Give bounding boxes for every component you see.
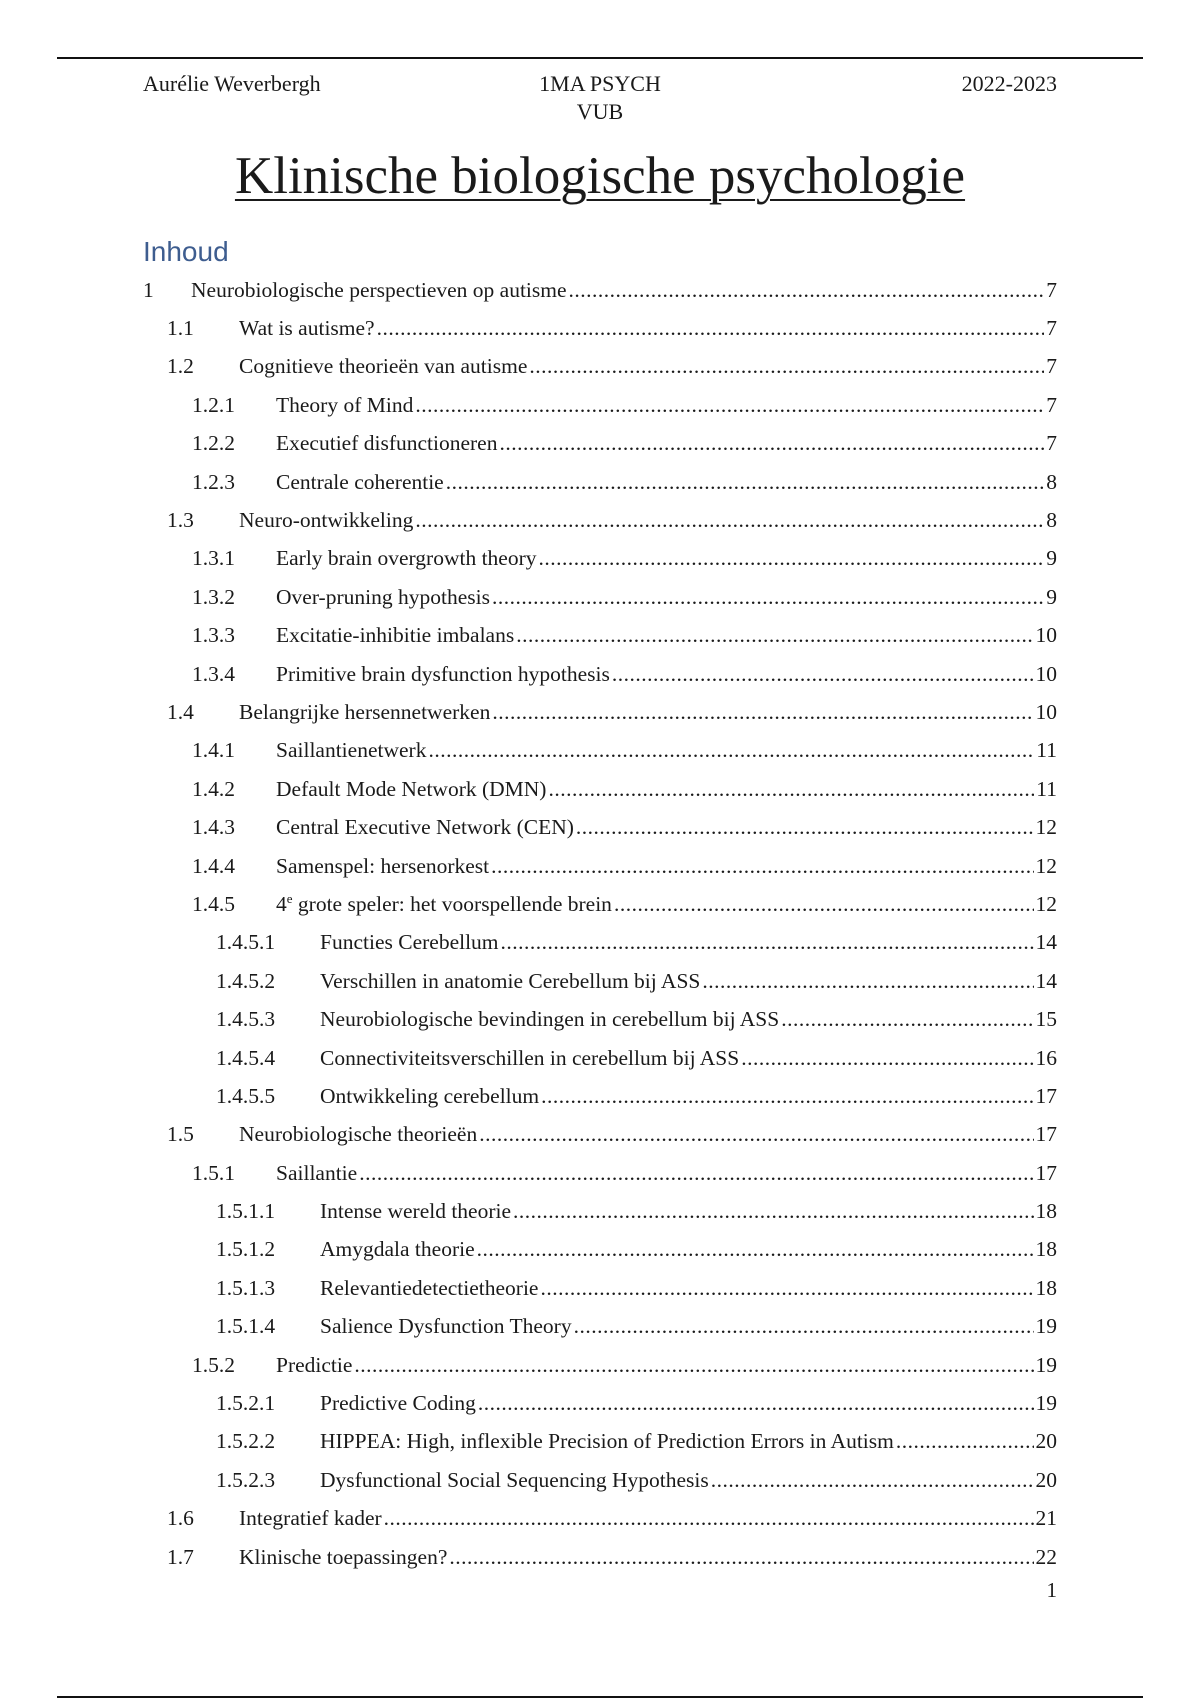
toc-entry[interactable] bbox=[0, 808, 1200, 846]
toc-entry[interactable] bbox=[0, 540, 1200, 578]
toc-entry-title: Predictie bbox=[276, 1352, 353, 1377]
toc-entry-number: 1.4.3 bbox=[192, 815, 235, 840]
toc-entry[interactable] bbox=[0, 655, 1200, 693]
toc-entry-page: 22 bbox=[1035, 1544, 1057, 1569]
toc-entry-body bbox=[276, 777, 1057, 802]
header-course bbox=[143, 70, 1057, 126]
toc-entry-number: 1.4.5.5 bbox=[216, 1083, 276, 1108]
toc-entry-title: Default Mode Network (DMN) bbox=[276, 776, 547, 801]
toc-entry-number: 1.5.2.1 bbox=[216, 1391, 276, 1416]
toc-entry-title: Primitive brain dysfunction hypothesis bbox=[276, 661, 610, 686]
toc-entry-title: Predictive Coding bbox=[320, 1391, 476, 1416]
toc-entry-page: 21 bbox=[1035, 1506, 1057, 1531]
toc-dot-leader bbox=[492, 700, 1033, 725]
header-author: Aurélie Weverbergh bbox=[143, 71, 321, 96]
toc-entry[interactable] bbox=[0, 1538, 1200, 1576]
toc-entry-title: Salience Dysfunction Theory bbox=[320, 1314, 572, 1339]
toc-entry-page: 10 bbox=[1035, 699, 1057, 724]
toc-dot-leader bbox=[576, 815, 1034, 840]
toc-entry-body bbox=[276, 662, 1057, 687]
toc-entry-body bbox=[276, 815, 1057, 840]
toc-entry-title: Amygdala theorie bbox=[320, 1237, 475, 1262]
toc-entry-body bbox=[239, 508, 1057, 533]
toc-entry[interactable] bbox=[0, 732, 1200, 770]
toc-entry-title: Neuro-ontwikkeling bbox=[239, 508, 414, 533]
toc-dot-leader bbox=[612, 662, 1034, 687]
toc-entry-number: 1.2.2 bbox=[192, 431, 235, 456]
toc-entry-number: 1.4.5.4 bbox=[216, 1045, 276, 1070]
toc-entry[interactable] bbox=[0, 1269, 1200, 1307]
toc-entry-page: 18 bbox=[1035, 1275, 1057, 1300]
toc-entry-title: Belangrijke hersennetwerken bbox=[239, 699, 491, 724]
toc-entry-title: Early brain overgrowth theory bbox=[276, 546, 537, 571]
toc-entry-number: 1.3.1 bbox=[192, 546, 235, 571]
toc-dot-leader bbox=[501, 930, 1034, 955]
toc-entry[interactable] bbox=[0, 348, 1200, 386]
toc-entry-title: Neurobiologische theorieën bbox=[239, 1122, 478, 1147]
toc-dot-leader bbox=[449, 1545, 1033, 1570]
toc-entry-page: 17 bbox=[1035, 1122, 1057, 1147]
toc-entry-number: 1.6 bbox=[167, 1506, 194, 1531]
toc-dot-leader bbox=[354, 1353, 1033, 1378]
toc-entry-page: 10 bbox=[1035, 661, 1057, 686]
toc-dot-leader bbox=[516, 623, 1033, 648]
toc-entry-title: Central Executive Network (CEN) bbox=[276, 815, 574, 840]
toc-entry-body bbox=[320, 1276, 1057, 1301]
toc-entry-body bbox=[320, 1391, 1057, 1416]
toc-entry[interactable] bbox=[0, 271, 1200, 309]
toc-entry[interactable] bbox=[0, 1231, 1200, 1269]
toc-entry-number: 1.5.2 bbox=[192, 1352, 235, 1377]
toc-entry-page: 20 bbox=[1035, 1467, 1057, 1492]
toc-entry-page: 12 bbox=[1035, 815, 1057, 840]
toc-entry-body bbox=[320, 1468, 1057, 1493]
toc-dot-leader bbox=[540, 1276, 1033, 1301]
toc-entry-number: 1.5.1.4 bbox=[216, 1314, 276, 1339]
toc-entry-title: Saillantienetwerk bbox=[276, 738, 427, 763]
toc-dot-leader bbox=[384, 1506, 1034, 1531]
toc-entry-body bbox=[276, 738, 1057, 763]
toc-entry[interactable] bbox=[0, 1192, 1200, 1230]
toc-entry[interactable] bbox=[0, 770, 1200, 808]
toc-entry-page: 7 bbox=[1046, 354, 1057, 379]
toc-entry[interactable] bbox=[0, 1423, 1200, 1461]
toc-entry-title: Over-pruning hypothesis bbox=[276, 584, 490, 609]
toc-entry-body bbox=[276, 892, 1057, 917]
toc-dot-leader bbox=[499, 431, 1044, 456]
toc-entry-body bbox=[320, 930, 1057, 955]
toc-entry-body bbox=[320, 1084, 1057, 1109]
toc-entry-number: 1.3 bbox=[167, 508, 194, 533]
toc-dot-leader bbox=[415, 393, 1044, 418]
toc-entry-number: 1.5 bbox=[167, 1122, 194, 1147]
toc-entry-page: 7 bbox=[1046, 277, 1057, 302]
toc-entry-title: Wat is autisme? bbox=[239, 316, 375, 341]
toc-dot-leader bbox=[548, 777, 1034, 802]
toc-entry[interactable] bbox=[0, 309, 1200, 347]
toc-entry-body bbox=[276, 854, 1057, 879]
toc-entry[interactable] bbox=[0, 386, 1200, 424]
toc-entry[interactable] bbox=[0, 962, 1200, 1000]
toc-entry-number: 1.2 bbox=[167, 354, 194, 379]
toc-entry-body bbox=[276, 546, 1057, 571]
toc-entry[interactable] bbox=[0, 1116, 1200, 1154]
toc-entry-page: 17 bbox=[1035, 1160, 1057, 1185]
toc-entry-number: 1.3.3 bbox=[192, 623, 235, 648]
toc-entry-title: Neurobiologische perspectieven op autisme bbox=[191, 277, 567, 302]
toc-dot-leader bbox=[513, 1199, 1033, 1224]
toc-entry-page: 17 bbox=[1035, 1083, 1057, 1108]
toc-entry[interactable] bbox=[0, 1384, 1200, 1422]
toc-entry-number: 1.5.1 bbox=[192, 1160, 235, 1185]
header-rule bbox=[57, 57, 1143, 59]
toc-entry-number: 1.4.1 bbox=[192, 738, 235, 763]
toc-entry-page: 19 bbox=[1035, 1352, 1057, 1377]
toc-entry-body bbox=[276, 1353, 1057, 1378]
toc-entry-body bbox=[276, 585, 1057, 610]
toc-dot-leader bbox=[359, 1161, 1033, 1186]
toc-entry-body bbox=[239, 354, 1057, 379]
toc-entry-title: Dysfunctional Social Sequencing Hypothesis bbox=[320, 1467, 709, 1492]
page-header bbox=[143, 70, 1057, 126]
toc-entry[interactable] bbox=[0, 1461, 1200, 1499]
page-number: 1 bbox=[1046, 1578, 1057, 1602]
toc-entry-title: HIPPEA: High, inflexible Precision of Prediction Errors in Autism bbox=[320, 1429, 894, 1454]
toc-entry-body bbox=[320, 969, 1057, 994]
toc-dot-leader bbox=[478, 1391, 1034, 1416]
toc-entry-title: Integratief kader bbox=[239, 1506, 382, 1531]
toc-entry-title: Neurobiologische bevindingen in cerebellum bij ASS bbox=[320, 1007, 780, 1032]
toc-entry-title: Relevantiedetectietheorie bbox=[320, 1275, 539, 1300]
toc-dot-leader bbox=[614, 892, 1034, 917]
toc-dot-leader bbox=[741, 1046, 1033, 1071]
toc-entry[interactable] bbox=[0, 924, 1200, 962]
toc-entry-body bbox=[239, 316, 1057, 341]
toc-dot-leader bbox=[479, 1122, 1033, 1147]
toc-entry[interactable] bbox=[0, 1000, 1200, 1038]
toc-entry[interactable] bbox=[0, 847, 1200, 885]
toc-entry-title: Verschillen in anatomie Cerebellum bij ASS bbox=[320, 968, 701, 993]
toc-entry-page: 11 bbox=[1036, 776, 1057, 801]
header-course-line2: VUB bbox=[576, 99, 624, 124]
toc-dot-leader bbox=[574, 1314, 1034, 1339]
toc-dot-leader bbox=[896, 1429, 1034, 1454]
toc-entry[interactable] bbox=[0, 501, 1200, 539]
toc-dot-leader bbox=[539, 546, 1045, 571]
toc-entry-page: 12 bbox=[1035, 891, 1057, 916]
document-title bbox=[0, 143, 1200, 209]
toc-entry-title: Ontwikkeling cerebellum bbox=[320, 1083, 540, 1108]
toc-entry-body bbox=[320, 1314, 1057, 1339]
toc-dot-leader bbox=[492, 585, 1044, 610]
toc-entry[interactable] bbox=[0, 885, 1200, 923]
toc-entry-body bbox=[320, 1046, 1057, 1071]
toc-entry-title: Executief disfunctioneren bbox=[276, 431, 498, 456]
toc-entry-title: Theory of Mind bbox=[276, 392, 414, 417]
toc-entry-title: Intense wereld theorie bbox=[320, 1199, 512, 1224]
toc-entry[interactable] bbox=[0, 617, 1200, 655]
toc-entry-number: 1.7 bbox=[167, 1544, 194, 1569]
toc-entry-title-superscript: e bbox=[286, 890, 293, 906]
toc-dot-leader bbox=[377, 316, 1045, 341]
toc-entry-page: 8 bbox=[1046, 469, 1057, 494]
toc-entry-title bbox=[276, 892, 612, 917]
toc-entry-number: 1.5.1.2 bbox=[216, 1237, 276, 1262]
header-year: 2022-2023 bbox=[961, 71, 1057, 96]
document-title-text: Klinische biologische psychologie bbox=[234, 147, 966, 205]
toc-dot-leader bbox=[702, 969, 1033, 994]
toc-entry-number: 1.3.2 bbox=[192, 584, 235, 609]
toc-entry-page: 7 bbox=[1046, 392, 1057, 417]
toc-entry-page: 16 bbox=[1035, 1045, 1057, 1070]
toc-entry-number: 1.4.5.2 bbox=[216, 968, 276, 993]
toc-entry-body bbox=[320, 1199, 1057, 1224]
toc-dot-leader bbox=[428, 738, 1034, 763]
toc-entry[interactable] bbox=[0, 1077, 1200, 1115]
toc-dot-leader bbox=[477, 1237, 1034, 1262]
toc-dot-leader bbox=[541, 1084, 1033, 1109]
toc-entry-page: 18 bbox=[1035, 1199, 1057, 1224]
toc-entry-body bbox=[239, 1506, 1057, 1531]
toc-entry-body bbox=[320, 1237, 1057, 1262]
toc-dot-leader bbox=[415, 508, 1044, 533]
toc-entry-title-prefix: 4 bbox=[276, 891, 287, 916]
toc-entry-body bbox=[276, 1161, 1057, 1186]
toc-entry-number: 1.4.5.1 bbox=[216, 930, 276, 955]
toc-entry[interactable] bbox=[0, 1154, 1200, 1192]
toc-entry-body bbox=[239, 1122, 1057, 1147]
toc-entry[interactable] bbox=[0, 463, 1200, 501]
toc-entry-number: 1.2.3 bbox=[192, 469, 235, 494]
toc-entry[interactable] bbox=[0, 693, 1200, 731]
toc-dot-leader bbox=[529, 354, 1044, 379]
toc-entry-body bbox=[276, 623, 1057, 648]
toc-entry[interactable] bbox=[0, 1500, 1200, 1538]
toc-entry-number: 1 bbox=[143, 277, 154, 302]
toc-entry-title: Centrale coherentie bbox=[276, 469, 444, 494]
toc-entry-page: 7 bbox=[1046, 316, 1057, 341]
toc-entry-page: 7 bbox=[1046, 431, 1057, 456]
toc-entry-title: Klinische toepassingen? bbox=[239, 1544, 448, 1569]
toc-entry-body bbox=[191, 278, 1057, 303]
toc-entry-number: 1.5.1.1 bbox=[216, 1199, 276, 1224]
toc-entry-page: 14 bbox=[1035, 968, 1057, 993]
toc-entry-page: 20 bbox=[1035, 1429, 1057, 1454]
toc-entry-body bbox=[320, 1429, 1057, 1454]
toc-heading: Inhoud bbox=[143, 236, 229, 267]
toc-entry-body bbox=[239, 1545, 1057, 1570]
toc-entry-number: 1.1 bbox=[167, 316, 194, 341]
toc-entry-title-rest: grote speler: het voorspellende brein bbox=[292, 891, 612, 916]
toc-entry[interactable] bbox=[0, 425, 1200, 463]
footer-rule bbox=[57, 1696, 1143, 1698]
toc-dot-leader bbox=[781, 1007, 1033, 1032]
toc-entry-number: 1.4.5 bbox=[192, 891, 235, 916]
toc-entry-number: 1.4.4 bbox=[192, 853, 235, 878]
toc-entry-number: 1.5.2.2 bbox=[216, 1429, 276, 1454]
toc-dot-leader bbox=[711, 1468, 1034, 1493]
toc-entry-page: 9 bbox=[1046, 584, 1057, 609]
toc-entry-title: Functies Cerebellum bbox=[320, 930, 499, 955]
toc-entry-body bbox=[276, 431, 1057, 456]
toc-entry-body bbox=[276, 470, 1057, 495]
toc-entry-number: 1.5.2.3 bbox=[216, 1467, 276, 1492]
toc-entry-title: Saillantie bbox=[276, 1160, 358, 1185]
toc-entry-number: 1.2.1 bbox=[192, 392, 235, 417]
toc-entry[interactable] bbox=[0, 1308, 1200, 1346]
toc-entry-title: Excitatie-inhibitie imbalans bbox=[276, 623, 515, 648]
toc-entry-number: 1.4.5.3 bbox=[216, 1007, 276, 1032]
toc-entry-number: 1.4 bbox=[167, 699, 194, 724]
toc-dot-leader bbox=[491, 854, 1033, 879]
toc-entry[interactable] bbox=[0, 1346, 1200, 1384]
toc-entry-number: 1.3.4 bbox=[192, 661, 235, 686]
toc-entry-page: 8 bbox=[1046, 508, 1057, 533]
toc-entry-number: 1.4.2 bbox=[192, 776, 235, 801]
toc-entry-page: 18 bbox=[1035, 1237, 1057, 1262]
toc-entry-page: 11 bbox=[1036, 738, 1057, 763]
table-of-contents bbox=[0, 271, 1200, 1576]
toc-entry-number: 1.5.1.3 bbox=[216, 1275, 276, 1300]
toc-entry-body bbox=[320, 1007, 1057, 1032]
toc-entry-page: 12 bbox=[1035, 853, 1057, 878]
toc-entry-body bbox=[239, 700, 1057, 725]
toc-entry[interactable] bbox=[0, 1039, 1200, 1077]
toc-entry-page: 19 bbox=[1035, 1391, 1057, 1416]
toc-entry-page: 15 bbox=[1035, 1007, 1057, 1032]
toc-entry-page: 10 bbox=[1035, 623, 1057, 648]
toc-entry-page: 19 bbox=[1035, 1314, 1057, 1339]
toc-entry-title: Samenspel: hersenorkest bbox=[276, 853, 490, 878]
toc-entry-page: 14 bbox=[1035, 930, 1057, 955]
toc-dot-leader bbox=[446, 470, 1045, 495]
toc-entry-title: Connectiviteitsverschillen in cerebellum bij ASS bbox=[320, 1045, 740, 1070]
toc-entry[interactable] bbox=[0, 578, 1200, 616]
header-course-line1: 1MA PSYCH bbox=[539, 71, 661, 96]
toc-entry-page: 9 bbox=[1046, 546, 1057, 571]
toc-dot-leader bbox=[569, 278, 1045, 303]
toc-entry-title: Cognitieve theorieën van autisme bbox=[239, 354, 528, 379]
toc-entry-body bbox=[276, 393, 1057, 418]
